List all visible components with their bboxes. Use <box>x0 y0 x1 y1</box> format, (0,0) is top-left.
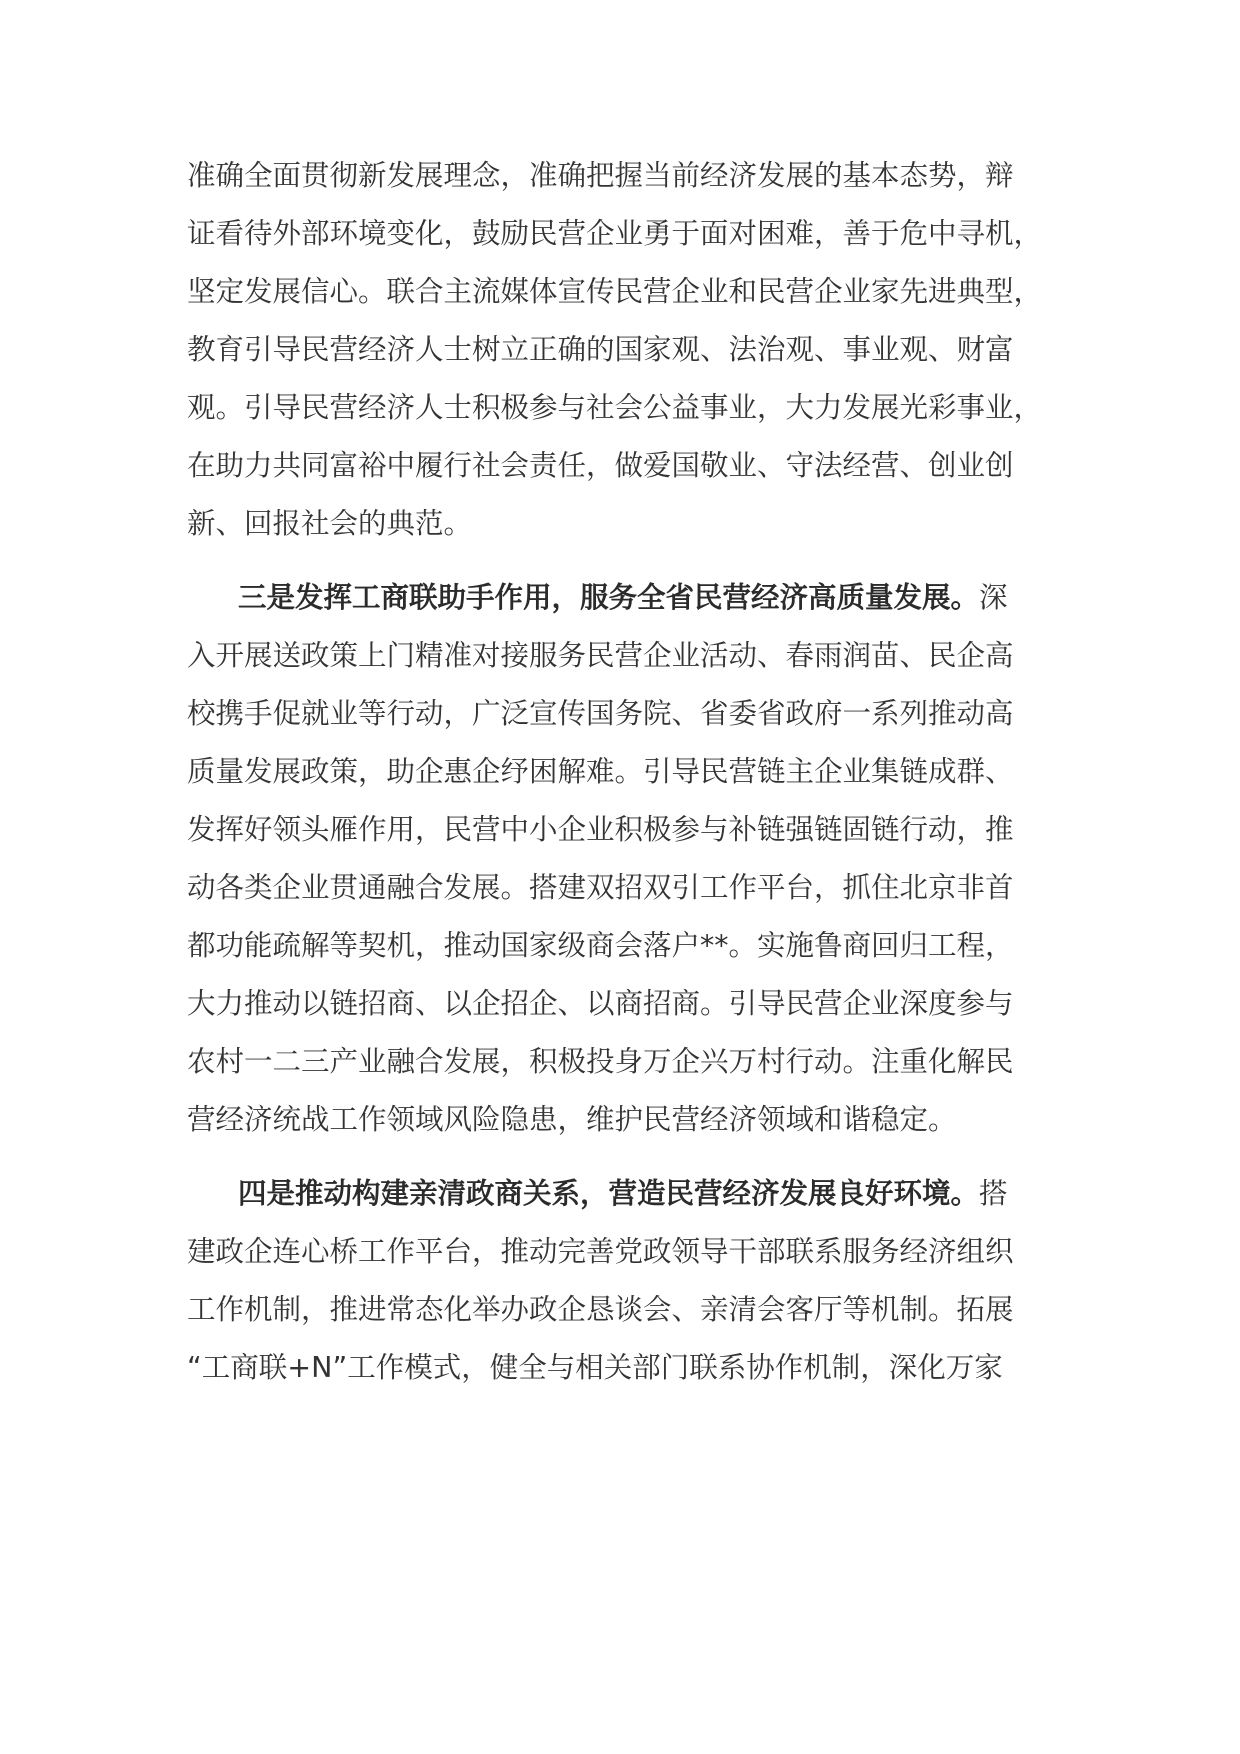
text-run: 深 <box>979 581 1008 614</box>
text-line: 都功能疏解等契机，推动国家级商会落户**。实施鲁商回归工程， <box>187 929 1014 962</box>
text-line: 观。引导民营经济人士积极参与社会公益事业，大力发展光彩事业， <box>187 391 1043 424</box>
text-line: 营经济统战工作领域风险隐患，维护民营经济领域和谐稳定。 <box>187 1103 957 1136</box>
text-line: 农村一二三产业融合发展，积极投身万企兴万村行动。注重化解民 <box>187 1045 1014 1078</box>
paragraph-first-line <box>238 1162 1138 1226</box>
text-line: 入开展送政策上门精准对接服务民营企业活动、春雨润苗、民企高 <box>187 639 1014 672</box>
text-line: 新、回报社会的典范。 <box>187 507 473 540</box>
text-line: 准确全面贯彻新发展理念，准确把握当前经济发展的基本态势，辩 <box>187 159 1014 192</box>
text-line: 发挥好领头雁作用，民营中小企业积极参与补链强链固链行动，推 <box>187 813 1014 846</box>
text-line: 工作机制，推进常态化举办政企恳谈会、亲清会客厅等机制。拓展 <box>187 1293 1014 1326</box>
text-line: 教育引导民营经济人士树立正确的国家观、法治观、事业观、财富 <box>187 333 1014 366</box>
text-line: “工商联+N”工作模式，健全与相关部门联系协作机制，深化万家 <box>187 1351 1003 1384</box>
text-line: 在助力共同富裕中履行社会责任，做爱国敬业、守法经营、创业创 <box>187 449 1014 482</box>
text-line: 质量发展政策，助企惠企纾困解难。引导民营链主企业集链成群、 <box>187 755 1014 788</box>
paragraph-heading: 三是发挥工商联助手作用，服务全省民营经济高质量发展。 <box>238 581 980 614</box>
text-line: 建政企连心桥工作平台，推动完善党政领导干部联系服务经济组织 <box>187 1235 1014 1268</box>
paragraph-first-line <box>238 566 1138 630</box>
text-line: 证看待外部环境变化，鼓励民营企业勇于面对困难，善于危中寻机， <box>187 217 1043 250</box>
text-line: 校携手促就业等行动，广泛宣传国务院、省委省政府一系列推动高 <box>187 697 1014 730</box>
paragraph-heading: 四是推动构建亲清政商关系，营造民营经济发展良好环境。 <box>238 1177 980 1210</box>
text-line: 坚定发展信心。联合主流媒体宣传民营企业和民营企业家先进典型， <box>187 275 1043 308</box>
text-line: 大力推动以链招商、以企招企、以商招商。引导民营企业深度参与 <box>187 987 1014 1020</box>
text-run: 搭 <box>979 1177 1008 1210</box>
text-line: 动各类企业贯通融合发展。搭建双招双引工作平台，抓住北京非首 <box>187 871 1014 904</box>
